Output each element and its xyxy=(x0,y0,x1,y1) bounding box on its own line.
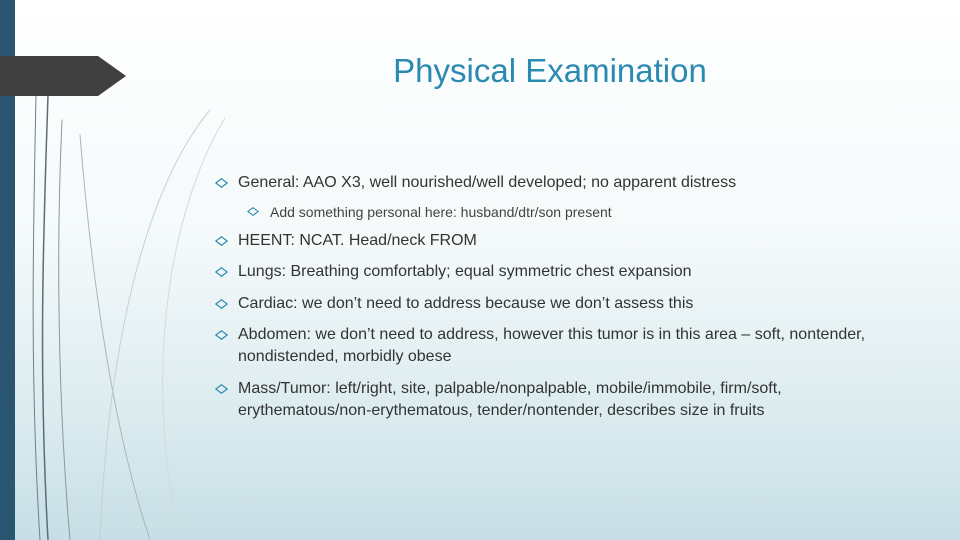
bullet-text: General: AAO X3, well nourished/well developed; no apparent distress xyxy=(238,174,737,191)
bullet-heent xyxy=(212,230,912,252)
bullet-list xyxy=(212,172,912,431)
diamond-outline-icon xyxy=(215,330,228,340)
diamond-outline-icon xyxy=(247,207,259,216)
bullet-text: Add something personal here: husband/dtr/son present xyxy=(270,203,612,220)
diamond-outline-icon xyxy=(215,178,228,188)
bullet-mass-tumor xyxy=(212,378,912,422)
diamond-outline-icon xyxy=(215,267,228,277)
bullet-cardiac xyxy=(212,293,912,315)
bullet-text: HEENT: NCAT. Head/neck FROM xyxy=(238,231,477,249)
diamond-outline-icon xyxy=(215,236,228,246)
bullet-general xyxy=(212,172,912,194)
bullet-lungs xyxy=(212,261,912,283)
bullet-abdomen xyxy=(212,324,912,368)
diamond-outline-icon xyxy=(215,299,228,309)
bullet-text: Abdomen: we don’t need to address, however this tumor is in this area – soft, nontender, nondistended, morbidly obese xyxy=(238,326,866,365)
bullet-text: Mass/Tumor: left/right, site, palpable/nonpalpable, mobile/immobile, firm/soft, erythematous/non-erythematous, tender/nontender, describes size in fruits xyxy=(238,379,782,419)
sub-bullet-personal xyxy=(244,202,912,222)
bullet-text: Lungs: Breathing comfortably; equal symmetric chest expansion xyxy=(238,263,692,280)
slide-title: Physical Examination xyxy=(393,52,707,89)
bullet-text: Cardiac: we don’t need to address because we don’t assess this xyxy=(238,294,694,312)
diamond-outline-icon xyxy=(215,384,228,394)
